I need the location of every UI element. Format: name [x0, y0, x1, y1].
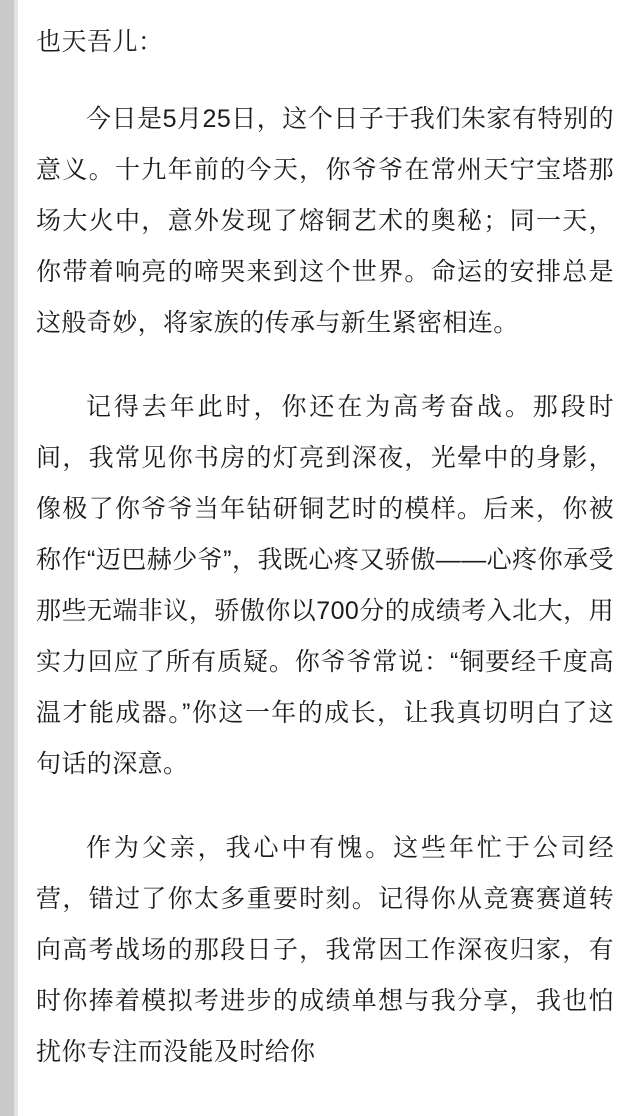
letter-paragraph-2: 记得去年此时，你还在为高考奋战。那段时间，我常见你书房的灯亮到深夜，光晕中的身影，像极了你爷爷当年钻研铜艺时的模样。后来，你被称作“迈巴赫少爷”，我既心疼又骄傲——心疼你承受那些无端非议，骄傲你以700分的成绩考入北大，用实力回应了所有质疑。你爷爷常说：“铜要经千度高温才能成器。”你这一年的成长，让我真切明白了这句话的深意。: [36, 392, 614, 778]
letter-paragraph-1: 今日是5月25日，这个日子于我们朱家有特别的意义。十九年前的今天，你爷爷在常州天宁宝塔那场大火中，意外发现了熔铜艺术的奥秘；同一天，你带着响亮的啼哭来到这个世界。命运的安排总是这般奇妙，将家族的传承与新生紧密相连。: [36, 104, 614, 337]
letter-paragraph-3: 作为父亲，我心中有愧。这些年忙于公司经营，错过了你太多重要时刻。记得你从竞赛赛道转向高考战场的那段日子，我常因工作深夜归家，有时你捧着模拟考进步的成绩单想与我分享，我也怕扰你专注而没能及时给你: [36, 833, 614, 1066]
scan-edge-strip: [0, 0, 14, 1116]
letter-salutation: 也天吾儿：: [36, 28, 164, 56]
letter-body: [18, 0, 640, 1078]
